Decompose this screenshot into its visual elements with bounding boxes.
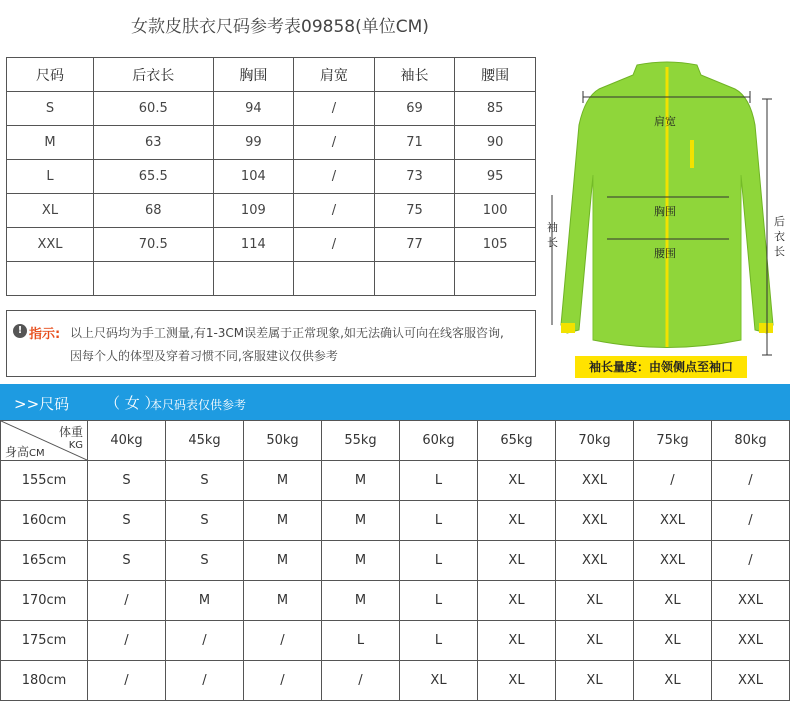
weight-header: 55kg xyxy=(322,421,400,461)
size-cell: S xyxy=(88,541,166,581)
height-cell: 175cm xyxy=(1,621,88,661)
note-box xyxy=(6,310,536,377)
size-table-cell: XL xyxy=(7,194,94,228)
height-cell: 180cm xyxy=(1,661,88,701)
weight-header: 80kg xyxy=(712,421,790,461)
size-table-cell: 68 xyxy=(94,194,214,228)
size-cell: XL xyxy=(556,661,634,701)
weight-header: 65kg xyxy=(478,421,556,461)
band-gender: （ 女 ） xyxy=(105,394,160,412)
size-table-cell: 95 xyxy=(455,160,536,194)
size-table-cell: 70.5 xyxy=(94,228,214,262)
size-cell: S xyxy=(166,501,244,541)
size-table-cell: M xyxy=(7,126,94,160)
size-table-header: 后衣长 xyxy=(94,58,214,92)
size-cell: / xyxy=(88,661,166,701)
page-title: 女款皮肤衣尺码参考表09858(单位CM) xyxy=(131,17,429,37)
size-cell: / xyxy=(88,581,166,621)
table-row xyxy=(1,461,790,501)
size-cell: XL xyxy=(556,621,634,661)
size-table-header-row xyxy=(7,58,536,92)
size-cell: XXL xyxy=(634,541,712,581)
size-table-header: 袖长 xyxy=(374,58,455,92)
size-table-header: 肩宽 xyxy=(294,58,375,92)
size-table-cell xyxy=(374,262,455,296)
weight-header: 45kg xyxy=(166,421,244,461)
size-table-header: 腰围 xyxy=(455,58,536,92)
size-table-cell: L xyxy=(7,160,94,194)
size-table-cell: 71 xyxy=(374,126,455,160)
size-cell: XXL xyxy=(634,501,712,541)
size-cell: XL xyxy=(478,661,556,701)
corner-height-label: 身高 xyxy=(5,445,30,459)
size-cell: / xyxy=(244,621,322,661)
band-note: 本尺码表仅供参考 xyxy=(150,398,247,412)
back-length-label-3: 长 xyxy=(774,245,785,258)
size-table-cell: 109 xyxy=(213,194,294,228)
size-table-cell: S xyxy=(7,92,94,126)
band-heading: >>尺码 xyxy=(14,395,70,413)
size-cell: / xyxy=(322,661,400,701)
size-cell: XXL xyxy=(556,461,634,501)
jacket-illustration xyxy=(545,55,790,380)
size-cell: XL xyxy=(634,621,712,661)
chest-label: 胸围 xyxy=(654,205,676,218)
size-cell: XL xyxy=(478,541,556,581)
back-length-label-2: 衣 xyxy=(774,230,785,243)
size-cell: L xyxy=(400,461,478,501)
size-cell: XXL xyxy=(712,661,790,701)
size-cell: / xyxy=(712,461,790,501)
table-row xyxy=(1,621,790,661)
size-table-cell: 60.5 xyxy=(94,92,214,126)
weight-header: 75kg xyxy=(634,421,712,461)
size-cell: M xyxy=(244,501,322,541)
height-cell: 160cm xyxy=(1,501,88,541)
fit-table-header-row xyxy=(1,421,790,461)
sleeve-label-1: 袖 xyxy=(547,221,558,234)
size-table-cell: 94 xyxy=(213,92,294,126)
size-cell: / xyxy=(712,501,790,541)
size-cell: L xyxy=(400,501,478,541)
fit-recommendation-table xyxy=(0,420,790,701)
size-cell: XL xyxy=(400,661,478,701)
size-table-cell: 105 xyxy=(455,228,536,262)
size-table-header: 尺码 xyxy=(7,58,94,92)
size-cell: M xyxy=(244,461,322,501)
size-cell: L xyxy=(322,621,400,661)
size-cell: S xyxy=(166,541,244,581)
size-cell: XL xyxy=(478,581,556,621)
size-cell: XL xyxy=(478,621,556,661)
table-row xyxy=(7,262,536,296)
size-cell: M xyxy=(322,501,400,541)
size-table-cell: 65.5 xyxy=(94,160,214,194)
table-row xyxy=(1,541,790,581)
size-table-cell: / xyxy=(294,126,375,160)
section-band xyxy=(0,384,790,420)
size-cell: L xyxy=(400,541,478,581)
weight-header: 50kg xyxy=(244,421,322,461)
size-cell: / xyxy=(88,621,166,661)
size-cell: / xyxy=(166,661,244,701)
shoulder-label: 肩宽 xyxy=(654,115,676,128)
size-cell: L xyxy=(400,621,478,661)
size-table-cell xyxy=(294,262,375,296)
table-row xyxy=(1,581,790,621)
size-measurement-table xyxy=(6,57,536,296)
size-cell: XXL xyxy=(712,621,790,661)
note-line-1: 以上尺码均为手工测量,有1-3CM误差属于正常现象,如无法确认可向在线客服咨询, xyxy=(70,326,504,340)
size-table-cell: 77 xyxy=(374,228,455,262)
size-cell: S xyxy=(88,501,166,541)
waist-label: 腰围 xyxy=(654,247,676,260)
size-cell: S xyxy=(88,461,166,501)
size-cell: / xyxy=(244,661,322,701)
size-cell: XXL xyxy=(712,581,790,621)
size-table-cell: / xyxy=(294,194,375,228)
weight-header: 70kg xyxy=(556,421,634,461)
sleeve-label-2: 长 xyxy=(547,236,558,249)
info-icon: ! xyxy=(13,324,27,338)
height-cell: 165cm xyxy=(1,541,88,581)
size-cell: S xyxy=(166,461,244,501)
size-cell: / xyxy=(634,461,712,501)
table-corner-cell xyxy=(1,421,88,461)
size-table-cell: 75 xyxy=(374,194,455,228)
size-table-cell: XXL xyxy=(7,228,94,262)
table-row xyxy=(1,501,790,541)
size-table-cell: 90 xyxy=(455,126,536,160)
size-cell: / xyxy=(166,621,244,661)
height-cell: 170cm xyxy=(1,581,88,621)
corner-cm-label: CM xyxy=(29,448,45,459)
weight-header: 60kg xyxy=(400,421,478,461)
table-row xyxy=(7,160,536,194)
size-table-cell: 104 xyxy=(213,160,294,194)
table-row xyxy=(7,228,536,262)
size-cell: M xyxy=(322,541,400,581)
size-cell: XL xyxy=(478,461,556,501)
size-cell: M xyxy=(322,461,400,501)
size-table-cell: / xyxy=(294,160,375,194)
size-cell: M xyxy=(244,581,322,621)
size-cell: M xyxy=(166,581,244,621)
size-cell: XL xyxy=(634,661,712,701)
size-table-cell: 114 xyxy=(213,228,294,262)
size-cell: XL xyxy=(556,581,634,621)
table-row xyxy=(7,126,536,160)
size-cell: XL xyxy=(478,501,556,541)
size-table-cell: 100 xyxy=(455,194,536,228)
corner-weight-label: 体重 xyxy=(58,425,83,439)
size-cell: L xyxy=(400,581,478,621)
size-table-cell: 69 xyxy=(374,92,455,126)
size-table-cell: 63 xyxy=(94,126,214,160)
size-table-cell xyxy=(94,262,214,296)
size-table-cell xyxy=(455,262,536,296)
sleeve-measure-note: 袖长量度：由领侧点至袖口 xyxy=(575,356,747,378)
back-length-label-1: 后 xyxy=(774,215,785,228)
size-table-cell xyxy=(213,262,294,296)
note-line-2: 因每个人的体型及穿着习惯不同,客服建议仅供参考 xyxy=(70,349,338,363)
size-cell: M xyxy=(244,541,322,581)
table-row xyxy=(7,194,536,228)
table-row xyxy=(1,661,790,701)
size-table-cell: / xyxy=(294,92,375,126)
size-cell: XL xyxy=(634,581,712,621)
size-table-cell: / xyxy=(294,228,375,262)
size-table-cell xyxy=(7,262,94,296)
weight-header: 40kg xyxy=(88,421,166,461)
size-cell: / xyxy=(712,541,790,581)
corner-kg-label: KG xyxy=(68,440,83,451)
height-cell: 155cm xyxy=(1,461,88,501)
size-table-cell: 73 xyxy=(374,160,455,194)
size-cell: XXL xyxy=(556,541,634,581)
size-table-header: 胸围 xyxy=(213,58,294,92)
size-table-cell: 99 xyxy=(213,126,294,160)
size-cell: M xyxy=(322,581,400,621)
size-cell: XXL xyxy=(556,501,634,541)
note-label: 指示: xyxy=(29,327,61,342)
table-row xyxy=(7,92,536,126)
size-table-cell: 85 xyxy=(455,92,536,126)
